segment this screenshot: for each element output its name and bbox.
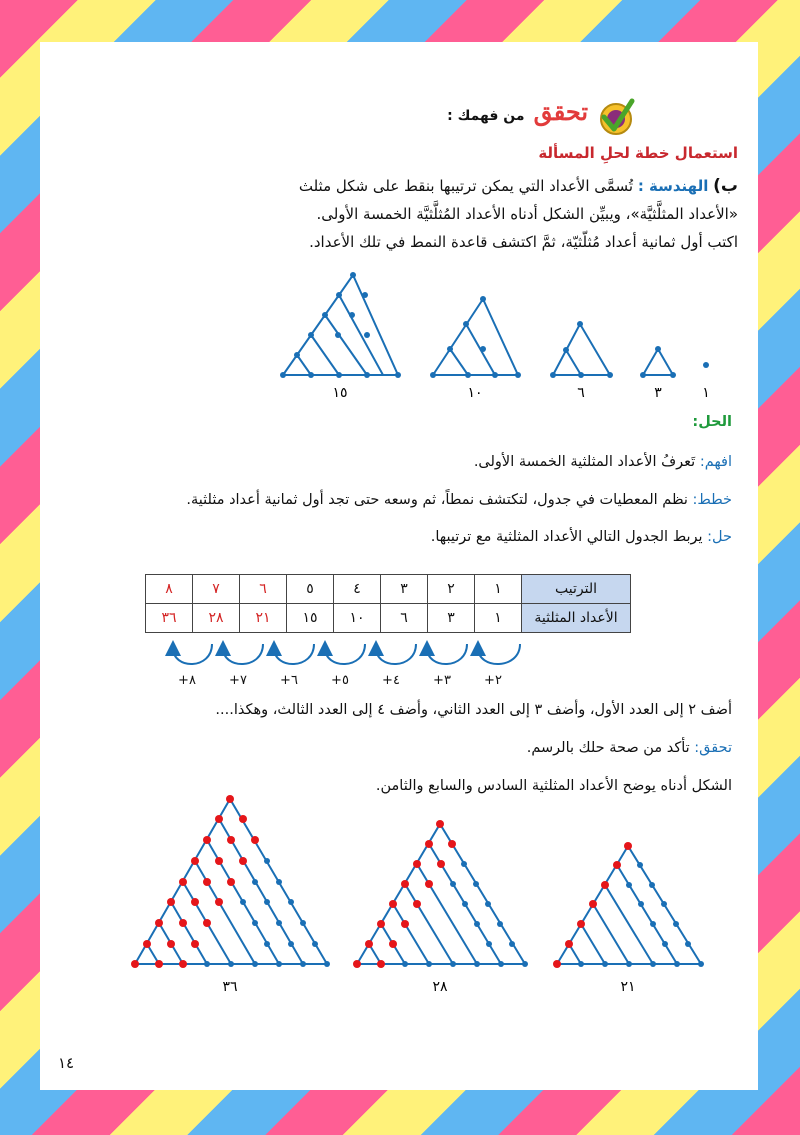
problem-statement xyxy=(268,172,738,256)
triangle-3 xyxy=(643,349,673,375)
order-cell-4: ٤ xyxy=(334,575,381,604)
order-cell-1: ١ xyxy=(475,575,522,604)
increment-label-5: +٥ xyxy=(331,673,349,688)
fig1-label-3: ٣ xyxy=(654,385,662,401)
table-row-numbers xyxy=(146,604,631,633)
number-cell-6: ٢١ xyxy=(240,604,287,633)
plan-text: نظم المعطيات في جدول، لتكتشف نمطاً، ثم وسعه حتى تجد أول ثمانية أعداد مثلثية. xyxy=(186,492,688,508)
number-cell-1: ١ xyxy=(475,604,522,633)
understand-step xyxy=(474,454,732,470)
fig2-label-28: ٢٨ xyxy=(432,979,448,995)
number-cell-5: ١٥ xyxy=(287,604,334,633)
solution-heading: الحل: xyxy=(692,414,732,430)
check-label: تحقق: xyxy=(694,740,732,756)
order-cell-5: ٥ xyxy=(287,575,334,604)
number-cell-4: ١٠ xyxy=(334,604,381,633)
triangle-15 xyxy=(283,275,398,375)
figure-caption: الشكل أدناه يوضح الأعداد المثلثية السادس والسابع والثامن. xyxy=(375,778,732,794)
rule-text: أضف ٢ إلى العدد الأول، وأضف ٣ إلى العدد الثاني، وأضف ٤ إلى العدد الثالث، وهكذا.... xyxy=(215,702,732,718)
increment-label-8: +٨ xyxy=(178,673,196,688)
check-title-sub: من فهمك : xyxy=(447,108,525,124)
problem-line-1 xyxy=(268,172,738,200)
increment-label-4: +٤ xyxy=(382,673,400,688)
number-cell-3: ٦ xyxy=(381,604,428,633)
increment-label-6: +٦ xyxy=(280,673,298,688)
understand-label: افهم: xyxy=(699,454,732,470)
problem-label: ب) xyxy=(713,176,738,196)
triangular-numbers-table xyxy=(145,574,631,633)
increment-label-2: +٢ xyxy=(484,673,502,688)
order-cell-8: ٨ xyxy=(146,575,193,604)
triangular-numbers-figure-2 xyxy=(125,794,705,999)
checkmark-badge-icon xyxy=(596,97,636,137)
check-title-main: تحقق xyxy=(533,97,588,126)
problem-topic: الهندسة : xyxy=(637,177,709,195)
fig1-label-10: ١٠ xyxy=(467,385,483,401)
blue-dots xyxy=(204,858,704,967)
triangle-21 xyxy=(557,846,701,964)
order-cell-3: ٣ xyxy=(381,575,428,604)
order-cell-2: ٢ xyxy=(428,575,475,604)
problem-text-1: تُسمَّى الأعداد التي يمكن ترتيبها بنقط على شكل مثلث xyxy=(298,177,634,195)
number-cell-8: ٣٦ xyxy=(146,604,193,633)
problem-text-2: «الأعداد المثلَّثيَّة»، ويبيِّن الشكل أدناه الأعداد المُثلَّثيَّة الخمسة الأولى. xyxy=(316,205,738,223)
triangle-6 xyxy=(553,324,610,375)
red-edge-dots xyxy=(131,795,632,968)
page-sheet xyxy=(40,42,758,1090)
order-cell-7: ٧ xyxy=(193,575,240,604)
fig1-label-6: ٦ xyxy=(577,385,585,401)
triangular-numbers-figure-1 xyxy=(270,267,730,402)
triangle-28 xyxy=(357,824,525,964)
triangle-10 xyxy=(433,299,518,375)
table-row-order xyxy=(146,575,631,604)
fig2-label-21: ٢١ xyxy=(620,979,636,995)
number-cell-7: ٢٨ xyxy=(193,604,240,633)
solve-text: يربط الجدول التالي الأعداد المثلثية مع ترتيبها. xyxy=(430,529,703,545)
check-step xyxy=(527,740,732,756)
plan-label: خطط: xyxy=(692,492,732,508)
table-header-numbers: الأعداد المثلثية xyxy=(522,604,631,633)
table-header-order: الترتيب xyxy=(522,575,631,604)
plan-step xyxy=(186,492,732,508)
section-title: استعمال خطة لحلِ المسألة xyxy=(538,144,738,162)
check-text: تأكد من صحة حلك بالرسم. xyxy=(526,740,690,756)
increment-label-7: +٧ xyxy=(229,673,247,688)
order-cell-6: ٦ xyxy=(240,575,287,604)
number-cell-2: ٣ xyxy=(428,604,475,633)
solve-step xyxy=(431,529,732,545)
check-understanding-title xyxy=(447,97,588,126)
increment-label-3: +٣ xyxy=(433,673,451,688)
understand-text: تَعرفُ الأعداد المثلثية الخمسة الأولى. xyxy=(473,454,696,470)
fig1-label-1: ١ xyxy=(702,385,710,401)
fig1-label-15: ١٥ xyxy=(332,385,348,401)
fig2-label-36: ٣٦ xyxy=(222,979,238,995)
increment-arrows xyxy=(145,640,545,690)
page-number: ١٤ xyxy=(58,1054,75,1072)
problem-text-3: اكتب أول ثمانية أعداد مُثلّثيّة، ثمَّ اكتشف قاعدة النمط في تلك الأعداد. xyxy=(309,233,738,251)
solve-label: حل: xyxy=(707,529,732,545)
